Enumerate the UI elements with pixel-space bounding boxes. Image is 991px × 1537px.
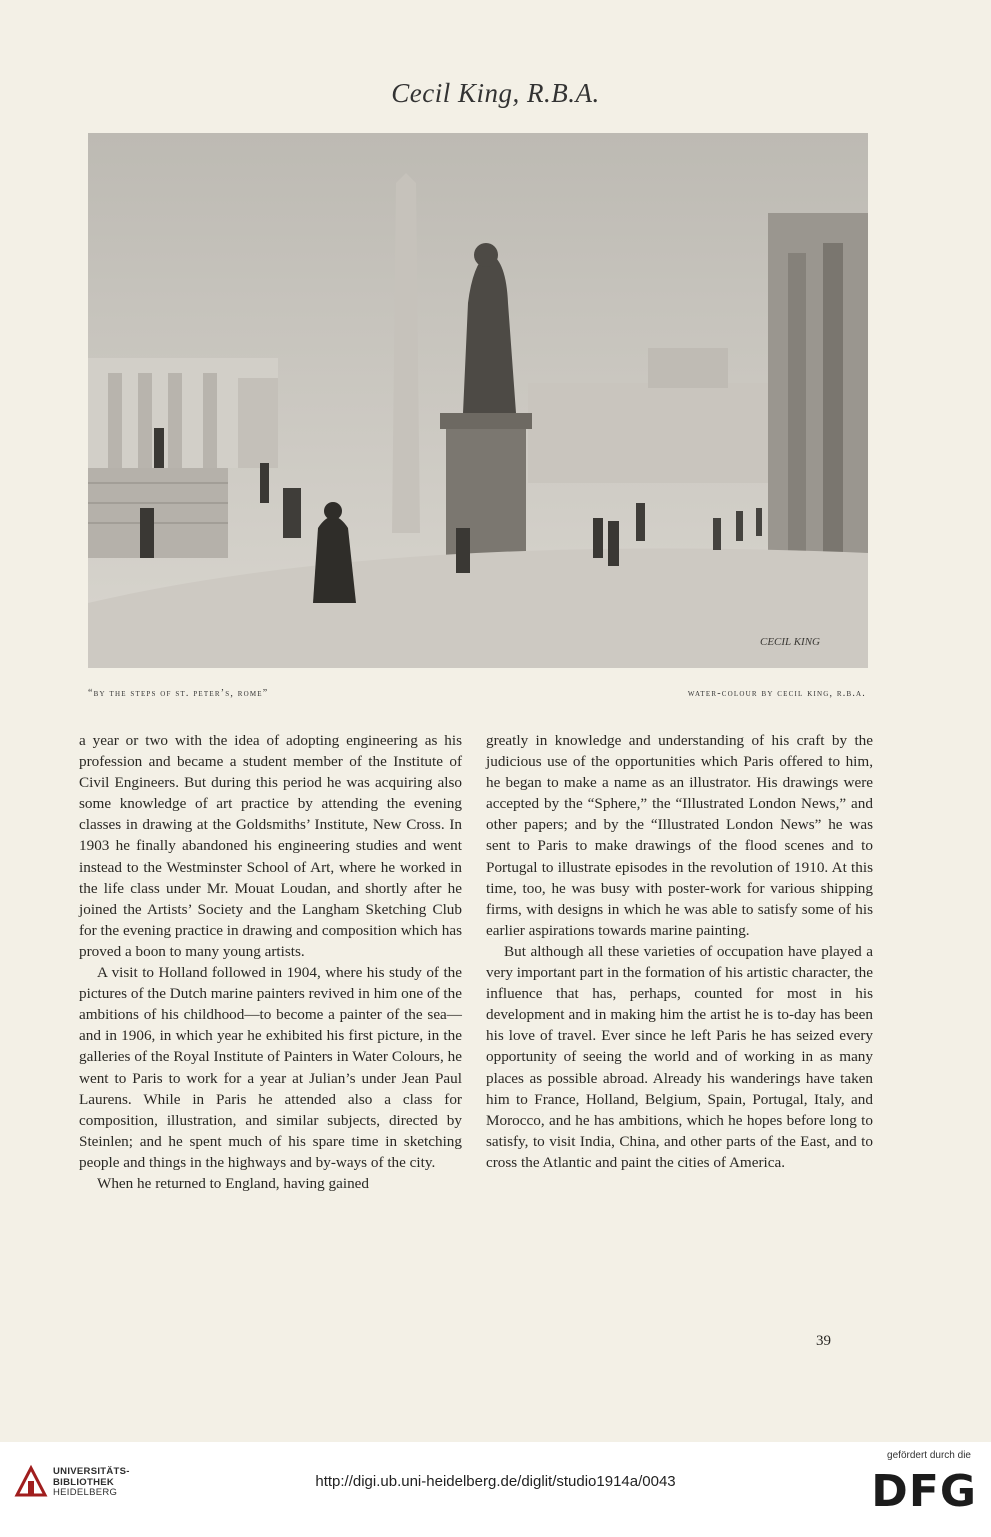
paragraph: When he returned to England, having gained [97,1174,370,1192]
page-title: Cecil King, R.B.A. [391,78,600,108]
plate-caption-title: “by the steps of st. peter’s, rome” [88,688,269,699]
library-line: UNIVERSITÄTS- [53,1466,130,1477]
paragraph: a year or two with the idea of adopting engineering as his profession and became a student member of the Institute of Civil Engineers. But during this period he was acquiring also some knowledge of art practice by attending the evening classes in drawing at the Goldsmiths’ Institute, New Cross. In 1903 he finally abandoned his engineering studies and went instead to the Westminster School of Art, where he worked in the life class under Mr. Mouat Loudan, and shortly after he joined the Artists’ Society and the Langham Sketching Club for the evening practice in drawing and composition which has proved a boon to many young artists. [79,732,462,960]
plate-caption-credit: water-colour by cecil king, r.b.a. [687,688,866,699]
page-number: 39 [816,1333,831,1349]
watercolour-illustration [88,133,868,668]
library-line: HEIDELBERG [53,1487,118,1498]
text-column-left [79,730,462,1194]
paragraph: greatly in knowledge and understanding of his craft by the judicious use of the opportunities which Paris offered to him, he began to make a name as an illustrator. His drawings were accepted by the “Sphere,” the “Illustrated London News,” and other papers; and by the “Illustrated London News” he was sent to Paris to make drawings of the flood scenes and to Portugal to illustrate episodes in the revolution of 1910. At this time, too, he was busy with poster-work for various shipping firms, with designs in which he was able to satisfy some of his earlier aspirations towards marine painting. [486,732,873,939]
paragraph: But although all these varieties of occupation have played a very important part in the formation of his artistic character, the influence that has, perhaps, counted for most in his development and in making him the artist he is to-day has been his love of travel. Ever since he left Paris he has seized every opportunity of seeing the world and of working in as many places as possible abroad. Already his wanderings have taken him to France, Holland, Belgium, Spain, Portugal, Italy, and Morocco, and he has ambitions, which he hopes before long to satisfy, to visit India, China, and other parts of the East, and to cross the Atlantic and paint the cities of America. [486,942,873,1171]
dfg-logo: DFG [871,1466,977,1517]
funding-note: gefördert durch die [887,1450,971,1461]
illustration-plate [88,133,868,668]
library-line: BIBLIOTHEK [53,1476,115,1488]
painter-signature: CECIL KING [760,636,821,648]
paragraph: A visit to Holland followed in 1904, where his study of the pictures of the Dutch marine painters revived in him one of the ambitions of his childhood—to become a painter of the sea—and in 1906, in which year he exhibited his first picture, in the galleries of the Royal Institute of Painters in Water Colours, he went to Paris to work for a year at Julian’s under Jean Paul Laurens. While in Paris he attended also a class for composition, illustration, and similar subjects, directed by Steinlen; and he spent much of his spare time in sketching people and things in the highways and by-ways of the city. [79,964,462,1171]
text-column-right [486,730,873,1173]
source-url-link[interactable]: http://digi.ub.uni-heidelberg.de/diglit/studio1914a/0043 [315,1473,676,1490]
digitization-footer [0,1442,991,1537]
